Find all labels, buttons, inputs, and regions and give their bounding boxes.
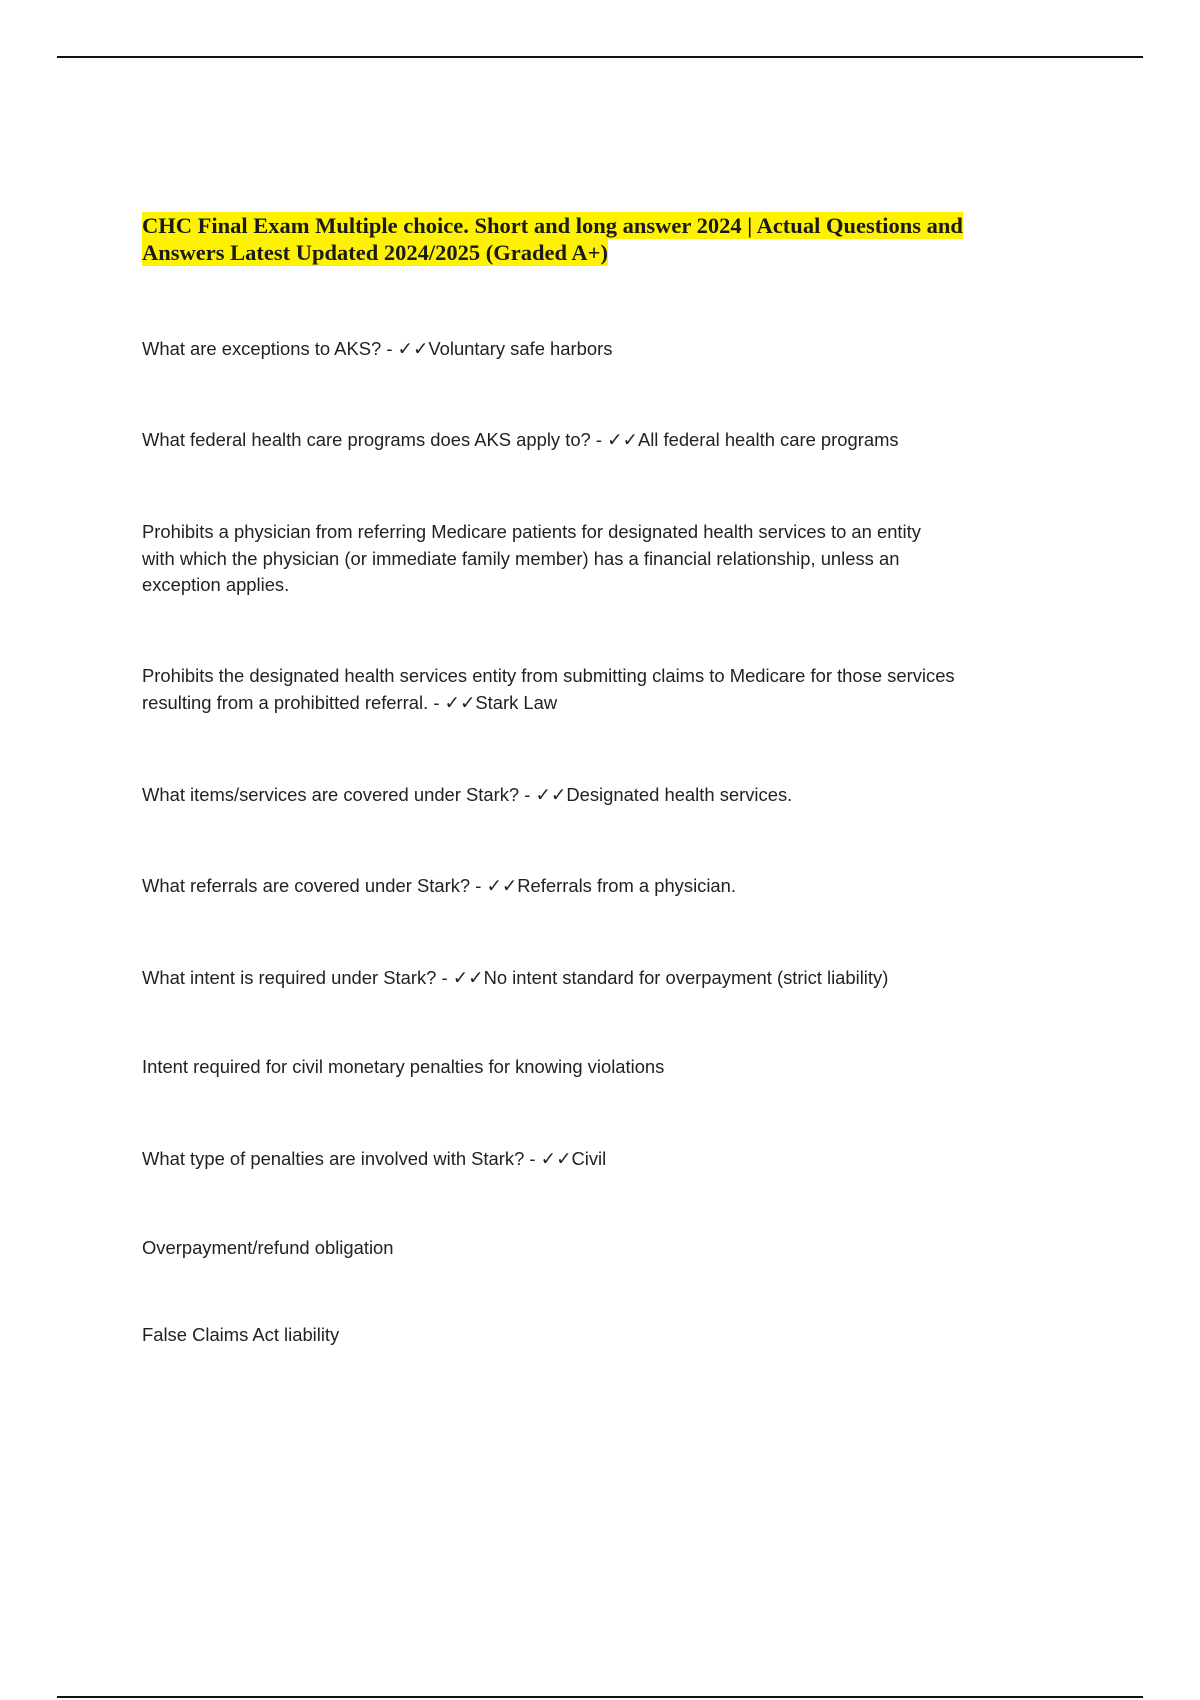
qa-paragraph: What items/services are covered under Stark? - ✓✓Designated health services. — [142, 784, 793, 805]
header-rule — [57, 56, 1143, 58]
qa-paragraph: Prohibits a physician from referring Medicare patients for designated health services to an entity with which the physician (or immediate family member) has a financial relationship, unless an exception applies. — [142, 521, 921, 595]
qa-paragraph: Overpayment/refund obligation — [142, 1237, 394, 1258]
qa-paragraph: Intent required for civil monetary penalties for knowing violations — [142, 1056, 665, 1077]
footer-rule — [57, 1696, 1143, 1698]
qa-paragraph: Prohibits the designated health services entity from submitting claims to Medicare for those services resulting from a prohibitted referral. - ✓✓Stark Law — [142, 665, 955, 713]
qa-paragraph: What federal health care programs does AKS apply to? - ✓✓All federal health care programs — [142, 429, 899, 450]
document-title — [142, 212, 1042, 266]
qa-paragraph: What are exceptions to AKS? - ✓✓Voluntary safe harbors — [142, 338, 613, 359]
qa-paragraph: What referrals are covered under Stark? - ✓✓Referrals from a physician. — [142, 875, 736, 896]
qa-paragraph: What intent is required under Stark? - ✓✓No intent standard for overpayment (strict liability) — [142, 967, 889, 988]
title-highlight: CHC Final Exam Multiple choice. Short and long answer 2024 | Actual Questions and Answers Latest Updated 2024/2025 (Graded A+) — [142, 213, 963, 265]
qa-paragraph: What type of penalties are involved with Stark? - ✓✓Civil — [142, 1148, 607, 1169]
qa-paragraph: False Claims Act liability — [142, 1324, 340, 1345]
